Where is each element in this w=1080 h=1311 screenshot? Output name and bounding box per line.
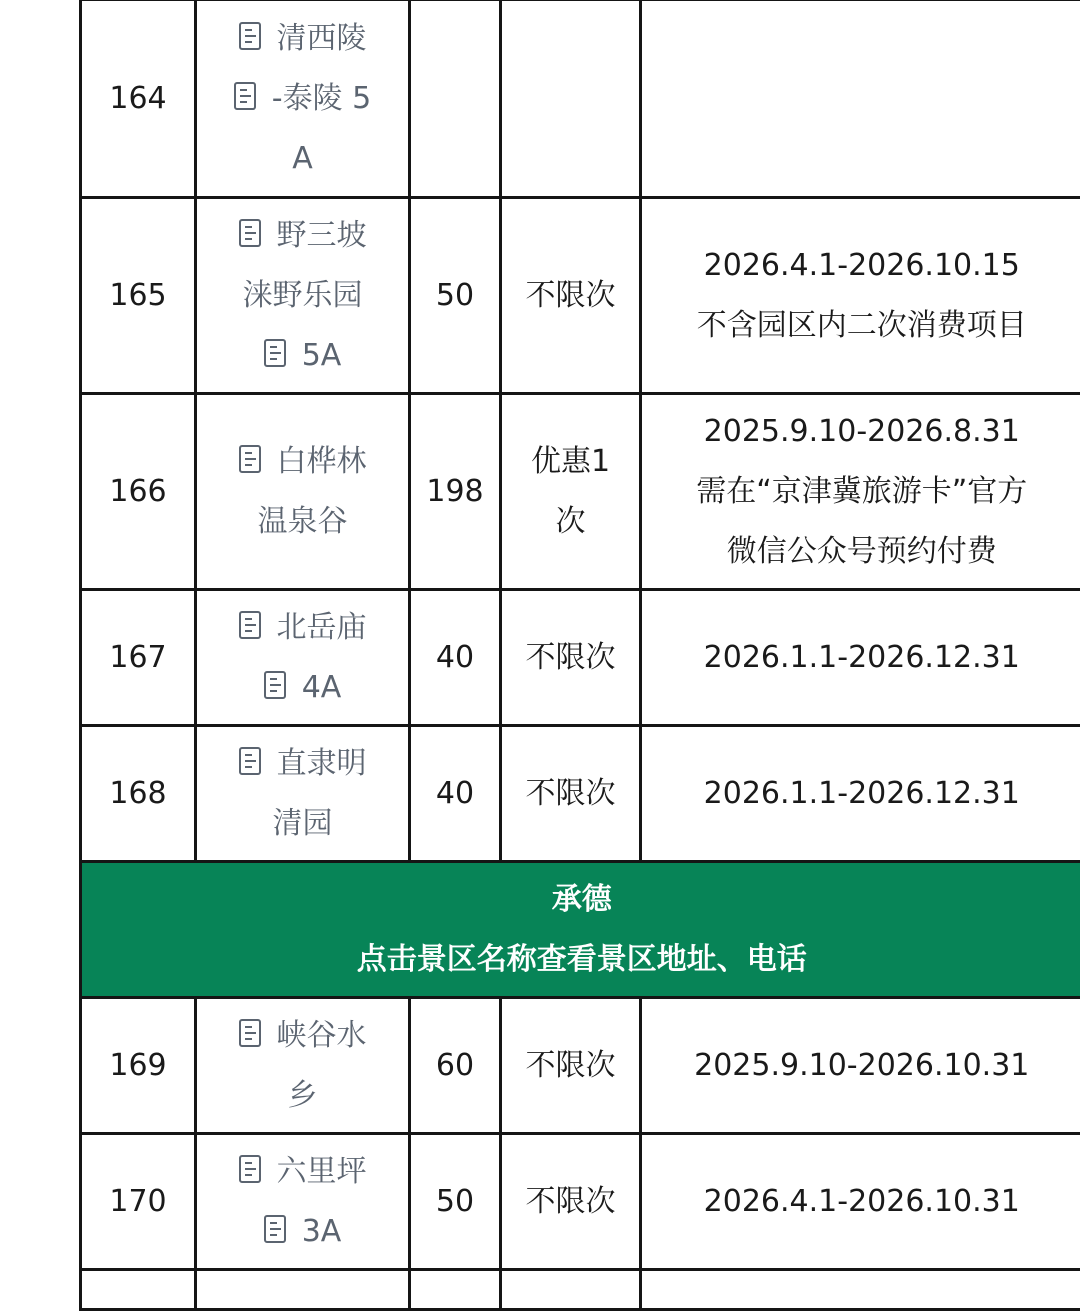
price-cell [410, 0, 501, 198]
validity-note-line: 微信公众号预约付费 [646, 522, 1078, 582]
price-cell: 40 [410, 726, 501, 862]
row-number: 166 [81, 394, 196, 590]
scenic-spot-name-line [201, 658, 404, 718]
validity-note-line: 需在“京津冀旅游卡”官方 [646, 462, 1078, 522]
price-cell: 198 [410, 394, 501, 590]
scenic-spot-name-line [201, 129, 404, 189]
region-header-cell[interactable] [81, 862, 1080, 998]
region-title: 承德 [86, 870, 1078, 930]
scenic-spot-name-line [201, 206, 404, 266]
validity-note-line: 2026.1.1-2026.12.31 [646, 628, 1078, 688]
region-hint: 点击景区名称查看景区地址、电话 [86, 930, 1078, 990]
scenic-spot-name-text: 4A [302, 670, 342, 705]
document-icon [239, 1155, 261, 1183]
usage-times-cell: 不限次 [501, 1134, 641, 1270]
scenic-spot-name-text: A [292, 141, 313, 176]
scenic-spot-name-line [201, 1142, 404, 1202]
price-cell: 60 [410, 998, 501, 1134]
scenic-spot-name-line [201, 266, 404, 326]
scenic-spot-name-line [201, 492, 404, 552]
scenic-spot-name-line [201, 734, 404, 794]
scenic-spot-name-text: 乡 [288, 1078, 318, 1113]
document-icon [239, 22, 261, 50]
document-icon [239, 445, 261, 473]
table-row [81, 590, 1080, 726]
validity-notes-cell [641, 590, 1080, 726]
table-row [81, 1134, 1080, 1270]
scenic-spot-name-link[interactable] [196, 998, 410, 1134]
table-row [81, 0, 1080, 198]
table-row [81, 1270, 1080, 1310]
scenic-spot-name-link[interactable] [196, 394, 410, 590]
document-icon [239, 219, 261, 247]
validity-notes-cell [641, 1134, 1080, 1270]
scenic-spot-name-text: 3A [302, 1214, 342, 1249]
scenic-spot-name-link[interactable] [196, 726, 410, 862]
document-icon [264, 671, 286, 699]
validity-notes-cell [641, 726, 1080, 862]
validity-note-line: 2026.1.1-2026.12.31 [646, 764, 1078, 824]
usage-times-cell: 优惠1次 [501, 394, 641, 590]
scenic-spot-name-link[interactable] [196, 0, 410, 198]
document-icon [239, 611, 261, 639]
validity-notes-cell [641, 0, 1080, 198]
document-icon [239, 747, 261, 775]
scenic-spot-name-text: 白桦林 [277, 444, 367, 479]
scenic-spot-name-text: 5A [302, 338, 342, 373]
validity-note-line: 2025.9.10-2026.10.31 [646, 1036, 1078, 1096]
table-cell [641, 1270, 1080, 1310]
validity-note-line: 2026.4.1-2026.10.15 [646, 236, 1078, 296]
validity-note-line: 不含园区内二次消费项目 [646, 296, 1078, 356]
validity-notes-cell [641, 394, 1080, 590]
document-icon [264, 1215, 286, 1243]
scenic-spot-name-line [201, 9, 404, 69]
scenic-spot-name-text: 直隶明 [277, 746, 367, 781]
scenic-spot-name-link[interactable] [196, 1134, 410, 1270]
row-number: 164 [81, 0, 196, 198]
scenic-spot-name-text: -泰陵 5 [272, 81, 371, 116]
scenic-spot-name-line [201, 1066, 404, 1126]
scenic-spot-name-line [201, 1006, 404, 1066]
scenic-spot-name-line [201, 432, 404, 492]
table-cell [410, 1270, 501, 1310]
price-cell: 40 [410, 590, 501, 726]
validity-note-line: 2026.4.1-2026.10.31 [646, 1172, 1078, 1232]
usage-times-cell: 不限次 [501, 198, 641, 394]
row-number: 170 [81, 1134, 196, 1270]
table-row [81, 726, 1080, 862]
scenic-spot-name-link[interactable] [196, 198, 410, 394]
row-number: 167 [81, 590, 196, 726]
price-cell: 50 [410, 1134, 501, 1270]
scenic-spot-name-link[interactable] [196, 590, 410, 726]
table-cell [81, 1270, 196, 1310]
region-section-header[interactable] [81, 862, 1080, 998]
validity-notes-cell [641, 998, 1080, 1134]
table-cell [196, 1270, 410, 1310]
scenic-spot-name-text: 清西陵 [277, 21, 367, 56]
usage-times-cell: 不限次 [501, 998, 641, 1134]
scenic-spot-name-text: 野三坡 [277, 218, 367, 253]
scenic-spot-name-line [201, 326, 404, 386]
table-row [81, 394, 1080, 590]
scenic-spot-name-line [201, 794, 404, 854]
price-cell: 50 [410, 198, 501, 394]
document-icon [234, 82, 256, 110]
validity-notes-cell [641, 198, 1080, 394]
scenic-spot-name-text: 六里坪 [277, 1154, 367, 1189]
usage-times-cell: 不限次 [501, 726, 641, 862]
scenic-spot-name-text: 清园 [273, 806, 333, 841]
row-number: 165 [81, 198, 196, 394]
scenic-spot-name-text: 涞野乐园 [243, 278, 363, 313]
scenic-spots-table [79, 0, 1080, 1311]
scenic-spot-name-text: 温泉谷 [258, 504, 348, 539]
row-number: 168 [81, 726, 196, 862]
usage-times-cell [501, 0, 641, 198]
scenic-spot-name-text: 峡谷水 [277, 1018, 367, 1053]
scenic-spot-name-line [201, 1202, 404, 1262]
table-row [81, 998, 1080, 1134]
table-cell [501, 1270, 641, 1310]
usage-times-cell: 不限次 [501, 590, 641, 726]
scenic-spot-name-line [201, 598, 404, 658]
scenic-spot-name-text: 北岳庙 [277, 610, 367, 645]
table-row [81, 198, 1080, 394]
validity-note-line: 2025.9.10-2026.8.31 [646, 402, 1078, 462]
scenic-spot-name-line [201, 69, 404, 129]
row-number: 169 [81, 998, 196, 1134]
document-icon [264, 339, 286, 367]
document-icon [239, 1019, 261, 1047]
